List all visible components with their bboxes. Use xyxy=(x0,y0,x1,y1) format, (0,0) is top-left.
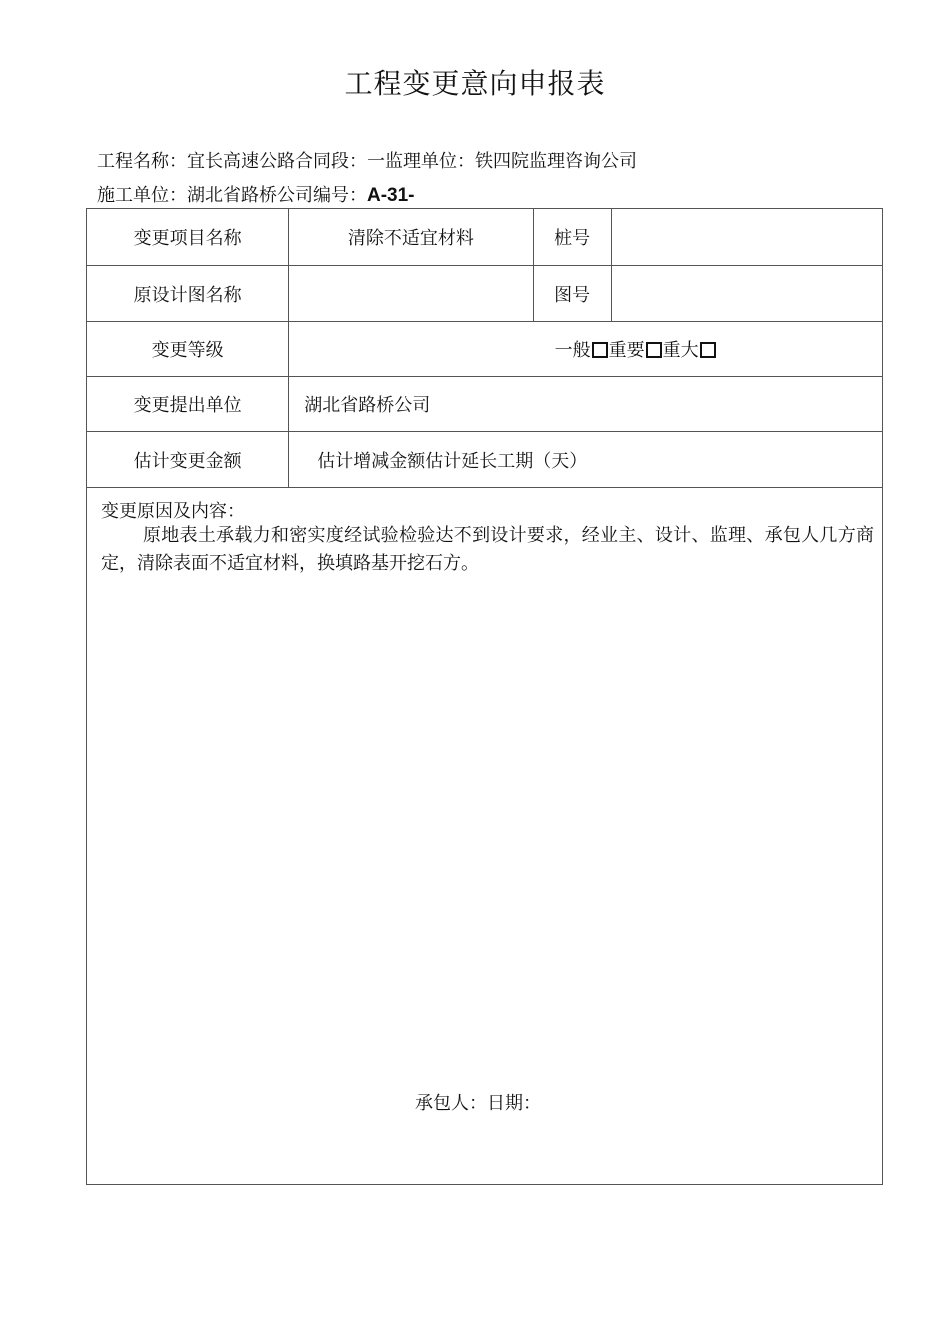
table-row xyxy=(87,266,883,322)
grade-important-label: 重要 xyxy=(608,340,645,361)
table-row xyxy=(87,322,883,377)
reason-label: 变更原因及内容： xyxy=(101,501,245,522)
change-grade-options xyxy=(289,322,883,377)
project-name-label: 变更项目名称 xyxy=(87,209,289,266)
project-name-value: 清除不适宜材料 xyxy=(289,209,533,266)
drawing-number-label: 图号 xyxy=(533,266,611,322)
estimate-label: 估计变更金额 xyxy=(87,432,289,488)
grade-general-label: 一般 xyxy=(554,340,591,361)
table-row xyxy=(87,377,883,432)
form-code: A-31- xyxy=(367,185,415,206)
table-row xyxy=(87,488,883,1185)
grade-important-checkbox[interactable] xyxy=(646,342,662,358)
project-info-line: 工程名称：宜长高速公路合同段：一监理单位：铁四院监理咨询公司 xyxy=(97,151,637,172)
contractor-info-text: 施工单位：湖北省路桥公司编号： xyxy=(97,185,367,206)
table-row xyxy=(87,432,883,488)
original-drawing-value xyxy=(289,266,533,322)
signature-date-line: 承包人：日期： xyxy=(415,1093,541,1114)
change-grade-label: 变更等级 xyxy=(87,322,289,377)
grade-major-checkbox[interactable] xyxy=(700,342,716,358)
grade-general-checkbox[interactable] xyxy=(592,342,608,358)
grade-major-label: 重大 xyxy=(662,340,699,361)
station-label: 桩号 xyxy=(533,209,611,266)
change-request-table xyxy=(86,208,883,1185)
proposer-label: 变更提出单位 xyxy=(87,377,289,432)
reason-content-cell xyxy=(87,488,883,1185)
proposer-value: 湖北省路桥公司 xyxy=(289,377,883,432)
reason-text: 原地表土承载力和密实度经试验检验达不到设计要求，经业主、设计、监理、承包人几方商定，清除表面不适宜材料，换填路基开挖石方。 xyxy=(101,525,874,574)
contractor-info-line xyxy=(97,181,415,207)
table-row xyxy=(87,209,883,266)
station-value xyxy=(611,209,882,266)
original-drawing-label: 原设计图名称 xyxy=(87,266,289,322)
page-title: 工程变更意向申报表 xyxy=(344,67,606,100)
estimate-value: 估计增减金额估计延长工期（天） xyxy=(289,432,883,488)
drawing-number-value xyxy=(611,266,882,322)
